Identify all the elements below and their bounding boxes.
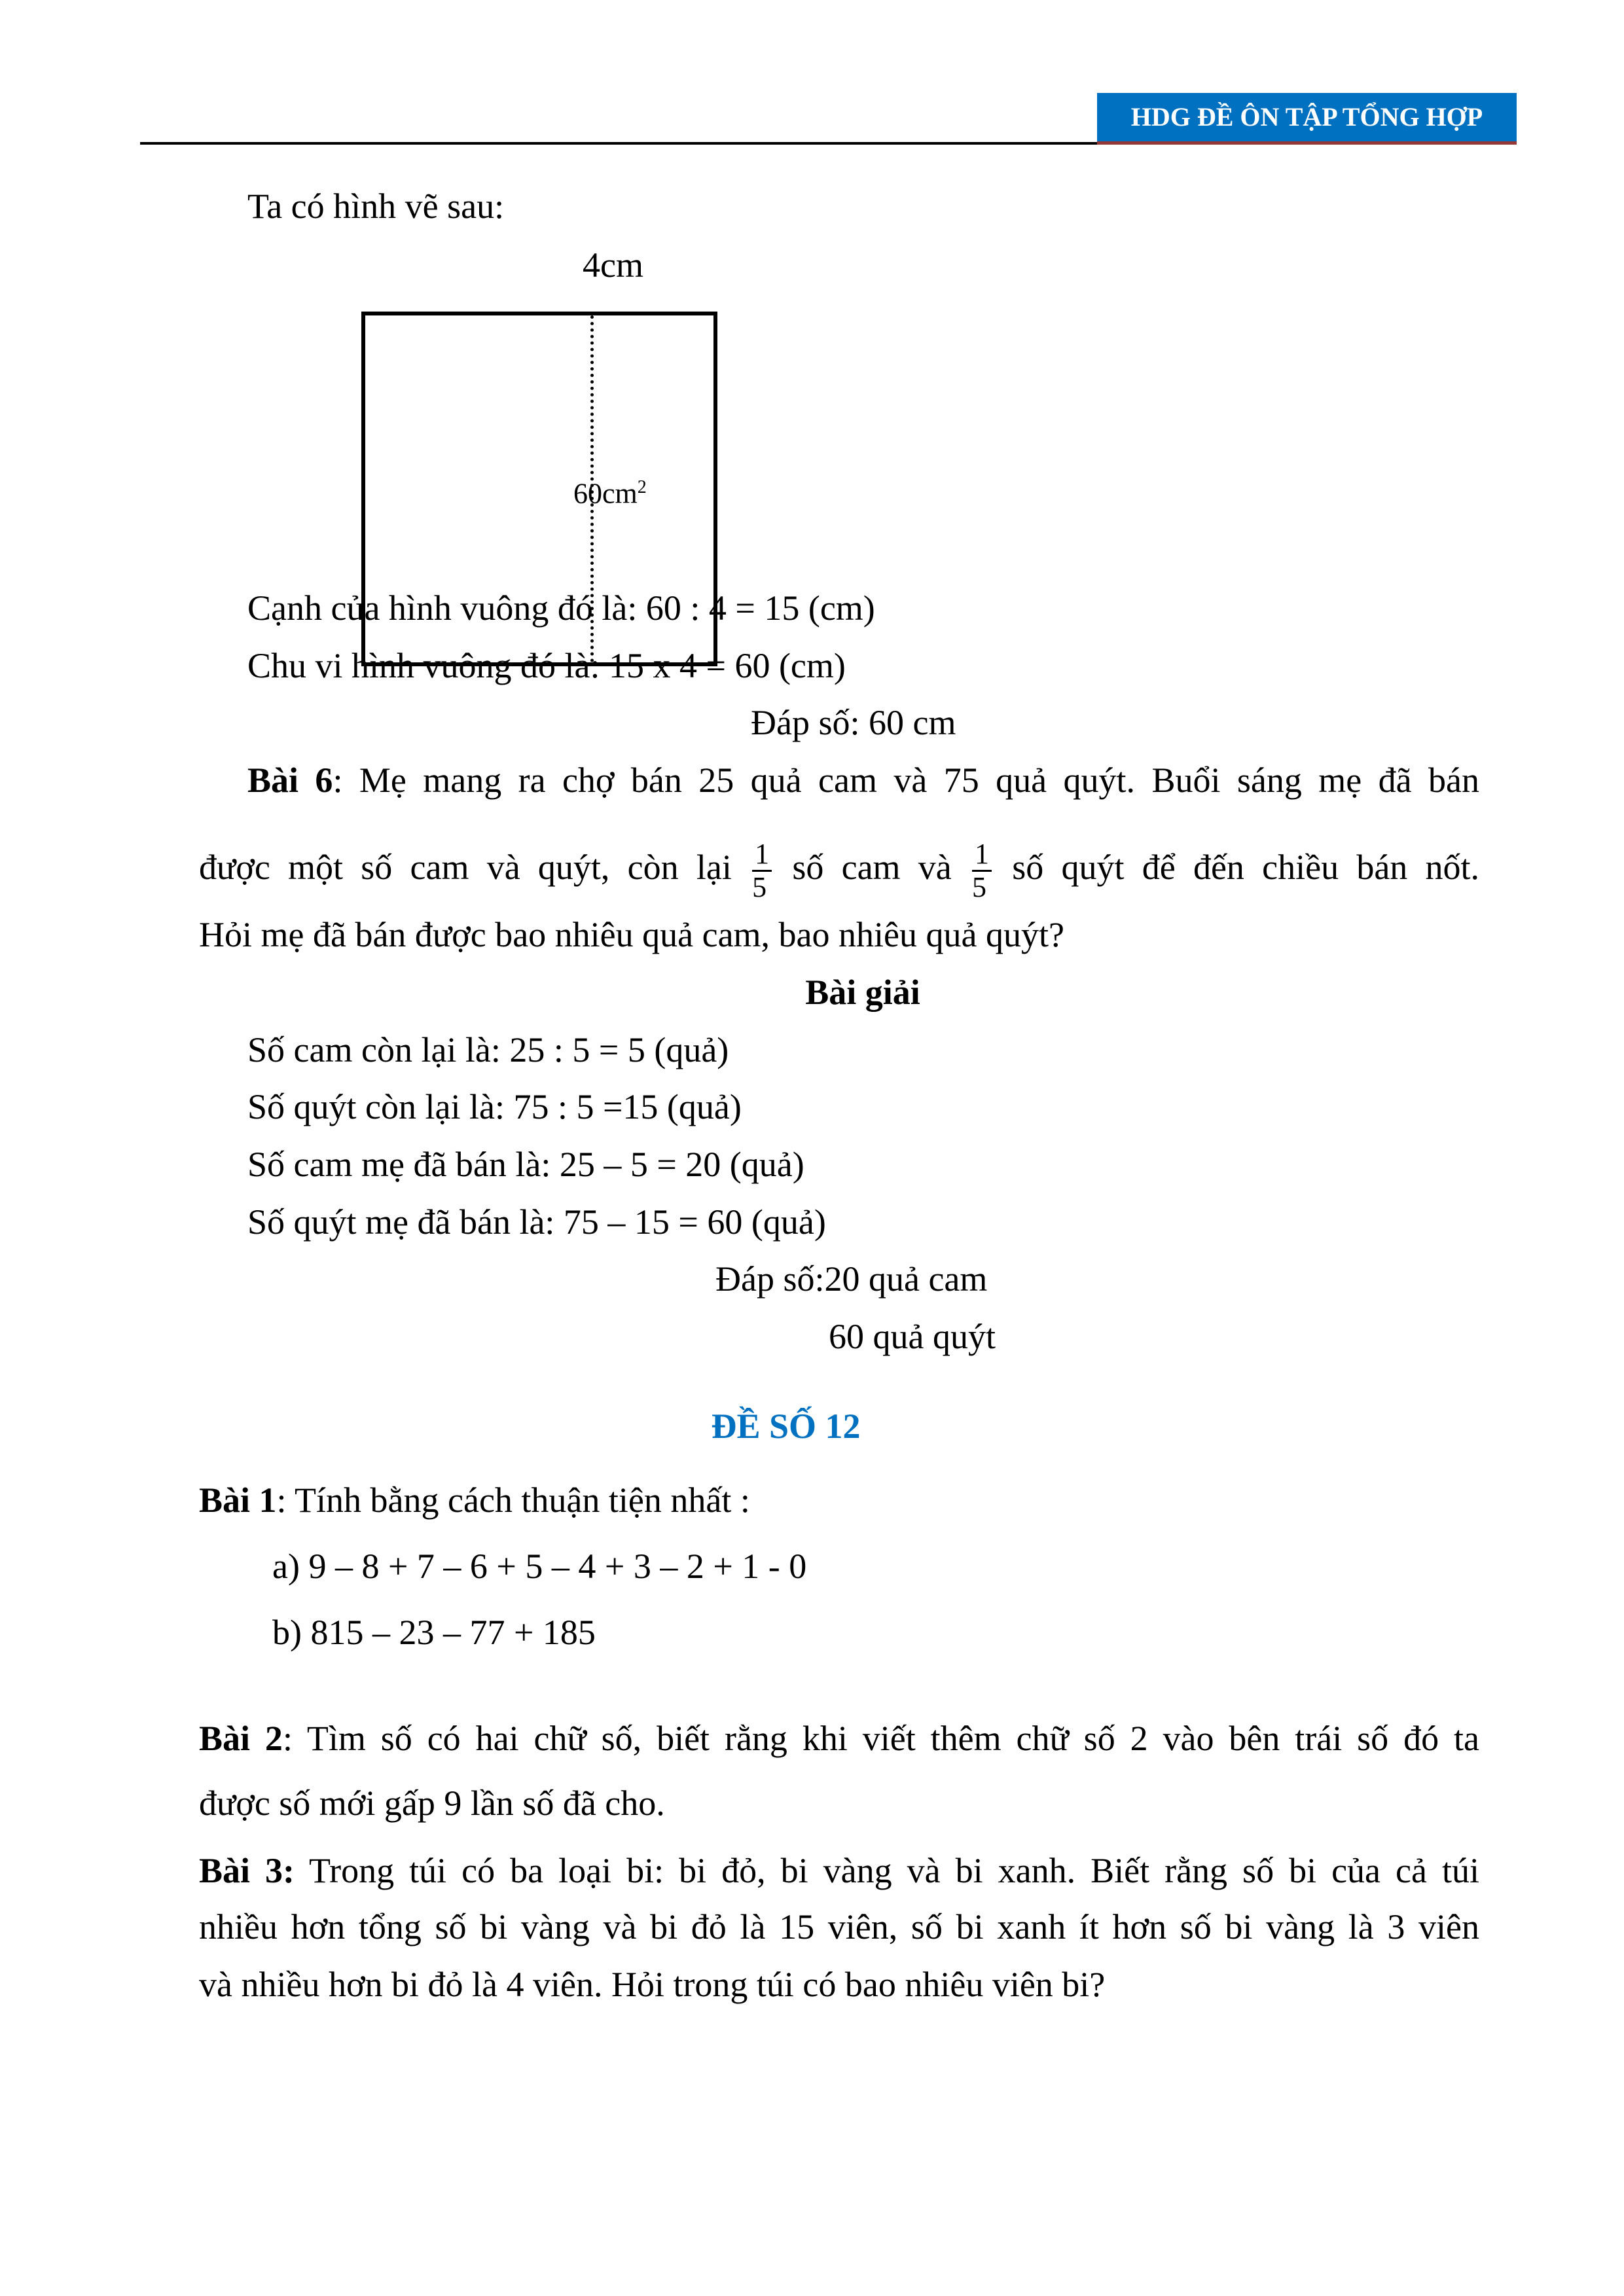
bai3-line3: và nhiều hơn bi đỏ là 4 viên. Hỏi trong túi có bao nhiêu viên bi? [199,1965,1106,2004]
prev-answer: Đáp số: 60 cm [751,703,956,742]
bai6-line1: Bài 6: Mẹ mang ra chợ bán 25 quả cam và 75 quả quýt. Buổi sáng mẹ đã bán [247,761,1479,800]
bai1-prompt: Bài 1: Tính bằng cách thuận tiện nhất : [199,1480,750,1520]
fraction-one-fifth: $\frac{1}{5}$ [972,838,992,903]
solution-step: Số quýt còn lại là: 75 : 5 =15 (quả) [247,1087,742,1126]
perimeter-calc: Chu vi hình vuông đó là: 15 x 4 = 60 (cm) [247,646,846,685]
bai2-line1: Bài 2: Tìm số có hai chữ số, biết rằng khi viết thêm chữ số 2 vào bên trái số đó ta [199,1719,1479,1758]
header-title: HDG ĐỀ ÔN TẬP TỔNG HỢP [1097,93,1517,141]
area-label: $60cm^2$ [573,477,647,510]
bai6-line2: được một số cam và quýt, còn lại $\frac{1}{5}$ số cam và $\frac{1}{5}$ số quýt để đến chiều bán nốt. [199,838,1480,904]
side-calc: Cạnh của hình vuông đó là: 60 : 4 = 15 (cm) [247,588,875,628]
solution-step: Số cam mẹ đã bán là: 25 – 5 = 20 (quả) [247,1145,804,1184]
bai3-line1: Bài 3: Trong túi có ba loại bi: bi đỏ, bi vàng và bi xanh. Biết rằng số bi của cả túi [199,1851,1479,1890]
answer-line-2: 60 quả quýt [829,1317,996,1356]
bai1-b: b) 815 – 23 – 77 + 185 [272,1613,596,1652]
solution-step: Số cam còn lại là: 25 : 5 = 5 (quả) [247,1030,729,1069]
bai3-line2: nhiều hơn tổng số bi vàng và bi đỏ là 15 viên, số bi xanh ít hơn số bi vàng là 3 viên [199,1907,1479,1946]
header-underline [1097,141,1517,145]
fraction-one-fifth: $\frac{1}{5}$ [752,838,772,903]
answer-line-1: Đáp số:20 quả cam [715,1259,988,1299]
bai6-line3: Hỏi mẹ đã bán được bao nhiêu quả cam, bao nhiêu quả quýt? [199,915,1064,954]
section-title: ĐỀ SỐ 12 [711,1407,861,1446]
figure-top-label: 4cm [583,245,643,285]
solution-title: Bài giải [805,973,920,1012]
bai2-line2: được số mới gấp 9 lần số đã cho. [199,1784,665,1823]
solution-step: Số quýt mẹ đã bán là: 75 – 15 = 60 (quả) [247,1202,826,1242]
bai1-a: a) 9 – 8 + 7 – 6 + 5 – 4 + 3 – 2 + 1 - 0 [272,1547,807,1586]
header-rule [140,142,1097,145]
intro-text: Ta có hình vẽ sau: [247,187,505,226]
